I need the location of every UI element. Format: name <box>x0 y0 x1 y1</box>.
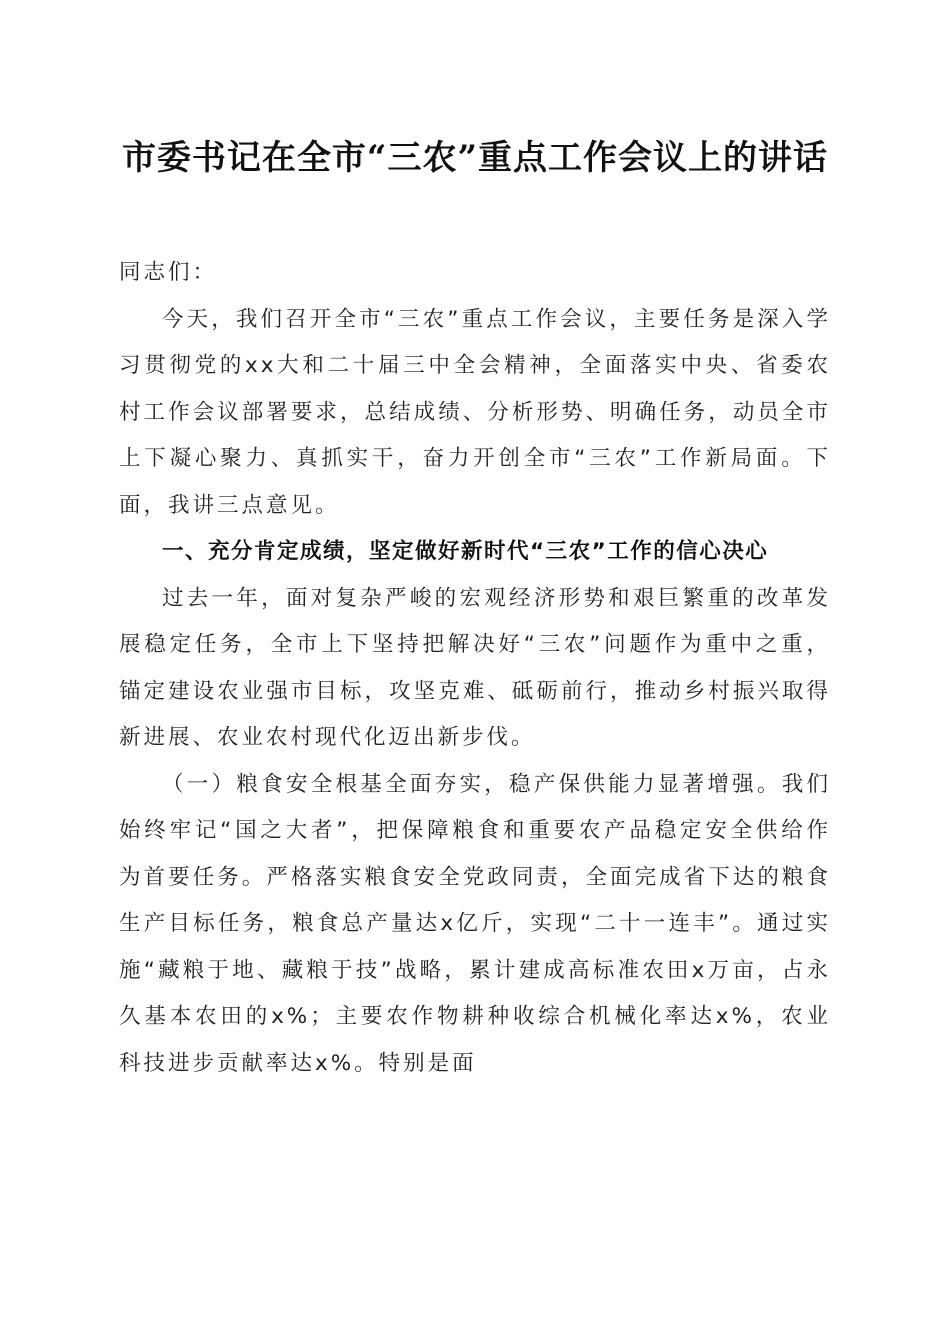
document-title: 市委书记在全市“三农”重点工作会议上的讲话 <box>121 138 829 178</box>
subsection-paragraph-1: （一）粮食安全根基全面夯实，稳产保供能力显著增强。我们始终牢记“国之大者”，把保障粮食和重要农产品稳定安全供给作为首要任务。严格落实粮食安全党政同责，全面完成省下达的粮食生产目标任务，粮食总产量达x亿斤，实现“二十一连丰”。通过实施“藏粮于地、藏粮于技”战略，累计建成高标准农田x万亩，占永久基本农田的x%；主要农作物耕种收综合机械化率达x%，农业科技进步贡献率达x%。特别是面 <box>119 771 831 1076</box>
salutation: 同志们： <box>119 260 218 285</box>
section-heading-1: 一、充分肯定成绩，坚定做好新时代“三农”工作的信心决心 <box>162 539 769 564</box>
intro-paragraph: 今天，我们召开全市“三农”重点工作会议，主要任务是深入学习贯彻党的xx大和二十届三中全会精神，全面落实中央、省委农村工作会议部署要求，总结成绩、分析形势、明确任务，动员全市上下凝心聚力、真抓实干，奋力开创全市“三农”工作新局面。下面，我讲三点意见。 <box>119 306 831 518</box>
section-paragraph-1: 过去一年，面对复杂严峻的宏观经济形势和艰巨繁重的改革发展稳定任务，全市上下坚持把解决好“三农”问题作为重中之重，锚定建设农业强市目标，攻坚克难、砥砺前行，推动乡村振兴取得新进展、农业农村现代化迈出新步伐。 <box>119 585 831 750</box>
document-body <box>119 250 831 1087</box>
